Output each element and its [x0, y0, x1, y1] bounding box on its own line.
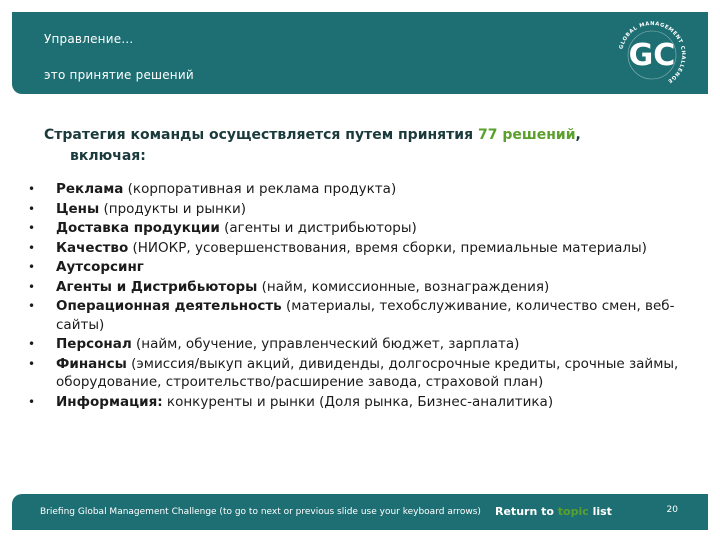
page-number: 20: [666, 505, 678, 515]
decision-list: [28, 180, 693, 412]
item-title: Аутсорсинг: [56, 259, 144, 275]
bullet-icon: •: [28, 260, 36, 274]
list-item: [28, 180, 693, 199]
item-title: Финансы: [56, 355, 127, 372]
list-item: [28, 297, 693, 334]
item-detail: (материалы, техобслуживание, количество смен, веб-сайты): [56, 298, 675, 333]
list-item: [28, 239, 693, 258]
list-item: [28, 278, 693, 297]
gmc-logo: [610, 20, 694, 90]
item-title: Реклама: [56, 181, 124, 197]
list-item: [28, 335, 693, 354]
bullet-icon: •: [28, 201, 36, 216]
list-item: [28, 393, 693, 412]
item-detail: (эмиссия/выкуп акций, дивиденды, долгосрочные кредиты, срочные займы, оборудование, строительство/расширение завода, страховой план): [56, 355, 679, 390]
header-subtitle: это принятие решений: [44, 68, 194, 82]
bullet-icon: •: [28, 394, 36, 409]
item-detail: (корпоративная и реклама продукта): [123, 181, 397, 197]
footer-note: Briefing Global Management Challenge (to go to next or previous slide use your keyboard arrows): [40, 507, 481, 517]
list-item: [28, 219, 693, 238]
item-title: Цены: [56, 200, 100, 217]
bullet-icon: •: [28, 240, 36, 255]
item-detail: (найм, комиссионные, вознаграждения): [257, 278, 550, 295]
slide-footer: [12, 494, 708, 530]
bullet-icon: •: [28, 337, 36, 351]
bullet-icon: •: [28, 279, 36, 294]
bullet-icon: •: [28, 299, 36, 313]
decisions-highlight: 77 решений: [477, 127, 576, 143]
return-to-topic-link[interactable]: Return to topic list: [495, 505, 612, 518]
logo-ring-text: GLOBAL MANAGEMENT CHALLENGE: [618, 20, 687, 85]
logo-letters: GC: [628, 38, 676, 73]
item-detail: (НИОКР, усовершенствования, время сборки, премиальные материалы): [128, 239, 647, 256]
item-title: Информация:: [56, 393, 163, 410]
bullet-icon: •: [28, 356, 36, 371]
item-detail: (агенты и дистрибьюторы): [219, 220, 417, 236]
item-detail: (продукты и рынки): [99, 200, 247, 217]
header-title: Управление…: [44, 32, 134, 46]
item-title: Агенты и Дистрибьюторы: [56, 278, 258, 295]
list-item: [28, 258, 693, 277]
item-title: Персонал: [56, 336, 132, 352]
list-item: [28, 355, 693, 392]
intro-text: Стратегия команды осуществляется путем принятия 77 решений, включая:: [44, 127, 581, 164]
item-title: Операционная деятельность: [56, 298, 282, 314]
list-item: [28, 200, 693, 219]
item-title: Качество: [56, 239, 129, 256]
bullet-icon: •: [28, 221, 36, 235]
bullet-icon: •: [28, 182, 36, 196]
slide-header: [12, 12, 708, 94]
item-detail: (найм, обучение, управленческий бюджет, зарплата): [131, 336, 520, 352]
item-detail: конкуренты и рынки (Доля рынка, Бизнес-аналитика): [162, 393, 554, 410]
item-title: Доставка продукции: [56, 220, 220, 236]
